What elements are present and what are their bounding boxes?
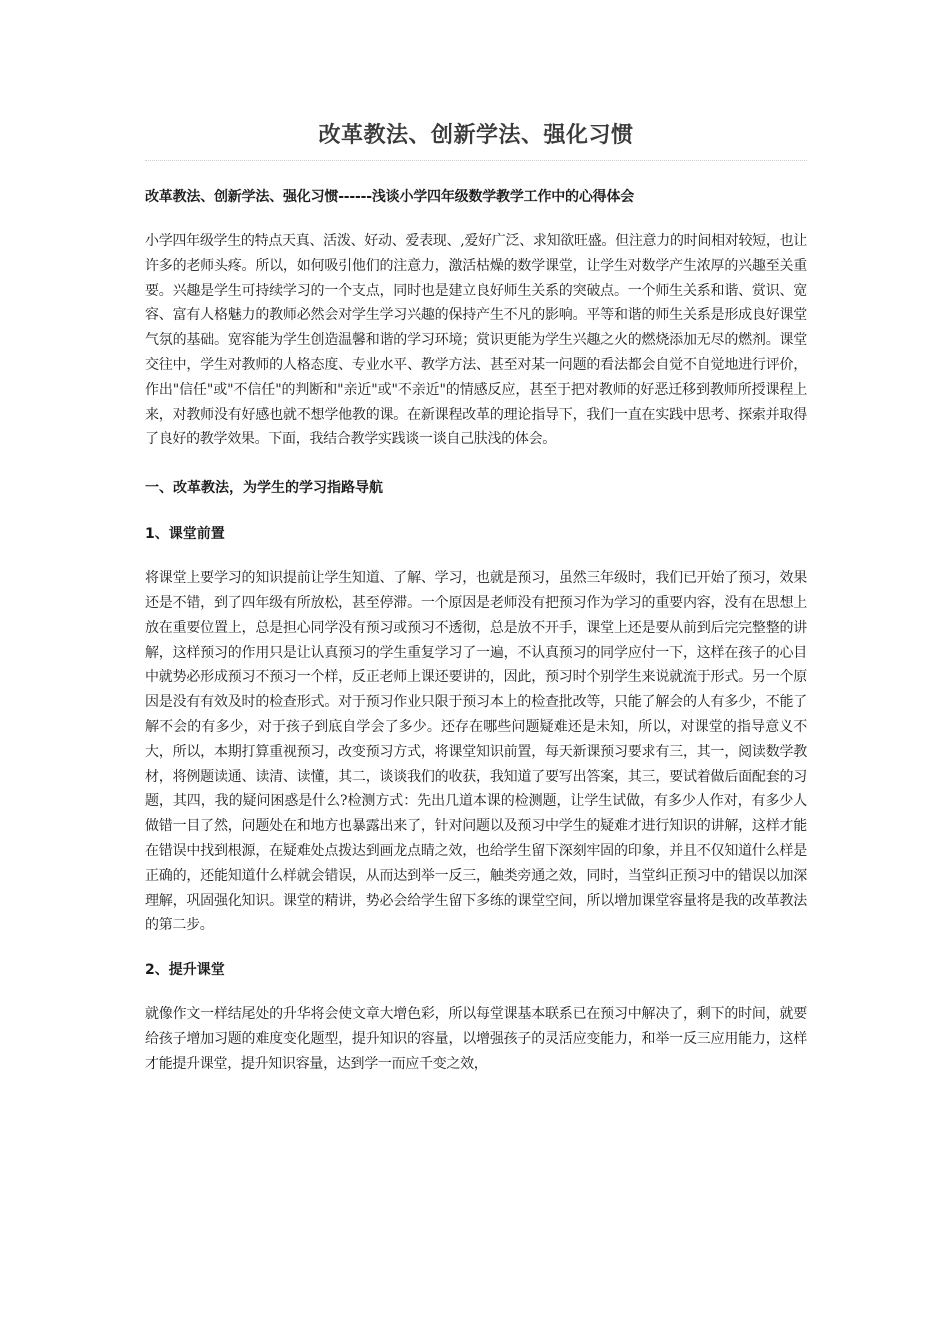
intro-paragraph: 小学四年级学生的特点天真、活泼、好动、爱表现、,爱好广泛、求知欲旺盛。但注意力的时间相对较短，也让许多的老师头疼。所以，如何吸引他们的注意力，激活枯燥的数学课堂，让学生对数学产生浓厚的兴趣至关重要。兴趣是学生可持续学习的一个支点，同时也是建立良好师生关系的突破点。一个师生关系和谐、赏识、宽容、富有人格魅力的教师必然会对学生学习兴趣的保持产生不凡的影响。平等和谐的师生关系是形成良好课堂气氛的基础。宽容能为学生创造温馨和谐的学习环境；赏识更能为学生兴趣之火的燃烧添加无尽的燃剂。课堂交往中，学生对教师的人格态度、专业水平、教学方法、甚至对某一问题的看法都会自觉不自觉地进行评价，作出"信任"或"不信任"的判断和"亲近"或"不亲近"的情感反应，甚至于把对教师的好恶迁移到教师所授课程上来，对教师没有好感也就不想学他教的课。在新课程改革的理论指导下，我们一直在实践中思考、探索并取得了良好的教学效果。下面，我结合教学实践谈一谈自己肤浅的体会。 [145, 233, 807, 448]
subsection-paragraph-1: 将课堂上要学习的知识提前让学生知道、了解、学习，也就是预习，虽然三年级时，我们已开始了预习，效果还是不错，到了四年级有所放松，甚至停滞。一个原因是老师没有把预习作为学习的重要内容，没有在思想上放在重要位置上，总是担心同学没有预习或预习不透彻，总是放不开手，课堂上还是要从前到后完完整整的讲解，这样预习的作用只是让认真预习的学生重复学习了一遍，不认真预习的同学应付一下，这样在孩子的心目中就势必形成预习不预习一个样，反正老师上课还要讲的，因此，预习时个别学生来说就流于形式。另一个原因是没有有效及时的检查形式。对于预习作业只限于预习本上的检查批改等，只能了解会的人有多少，不能了解不会的有多少，对于孩子到底自学会了多少。还存在哪些问题疑难还是未知，所以，对课堂的指导意义不大，所以，本期打算重视预习，改变预习方式，将课堂知识前置，每天新课预习要求有三，其一，阅读数学教材，将例题读通、读清、读懂，其二，谈谈我们的收获，我知道了要写出答案，其三，要试着做后面配套的习题，其四，我的疑问困惑是什么?检测方式：先出几道本课的检测题，让学生试做，有多少人作对，有多少人做错一目了然，问题处在和地方也暴露出来了，针对问题以及预习中学生的疑难才进行知识的讲解，这样才能在错误中找到根源，在疑难处点拨达到画龙点睛之效，也给学生留下深刻牢固的印象，并且不仅知道什么样是正确的，还能知道什么样就会错误，从而达到举一反三，触类旁通之效，同时，当堂纠正预习中的错误以加深理解，巩固强化知识。课堂的精讲，势必会给学生留下多练的课堂空间，所以增加课堂容量将是我的改革教法的第二步。 [145, 570, 807, 934]
section-heading-1: 一、改革教法，为学生的学习指路导航 [145, 480, 383, 497]
document-subtitle: 改革教法、创新学法、强化习惯------浅谈小学四年级数学教学工作中的心得体会 [145, 189, 635, 205]
subsection-heading-1: 1、课堂前置 [145, 526, 225, 543]
title-divider [145, 160, 807, 161]
document-title: 改革教法、创新学法、强化习惯 [318, 123, 634, 148]
subsection-paragraph-2: 就像作文一样结尾处的升华将会使文章大增色彩，所以每堂课基本联系已在预习中解决了，剩下的时间，就要给孩子增加习题的难度变化题型，提升知识的容量，以增强孩子的灵活应变能力，和举一反三应用能力，这样才能提升课堂，提升知识容量，达到学一而应千变之效， [145, 1006, 807, 1072]
document-page [145, 0, 807, 1077]
subsection-heading-2: 2、提升课堂 [145, 962, 225, 979]
